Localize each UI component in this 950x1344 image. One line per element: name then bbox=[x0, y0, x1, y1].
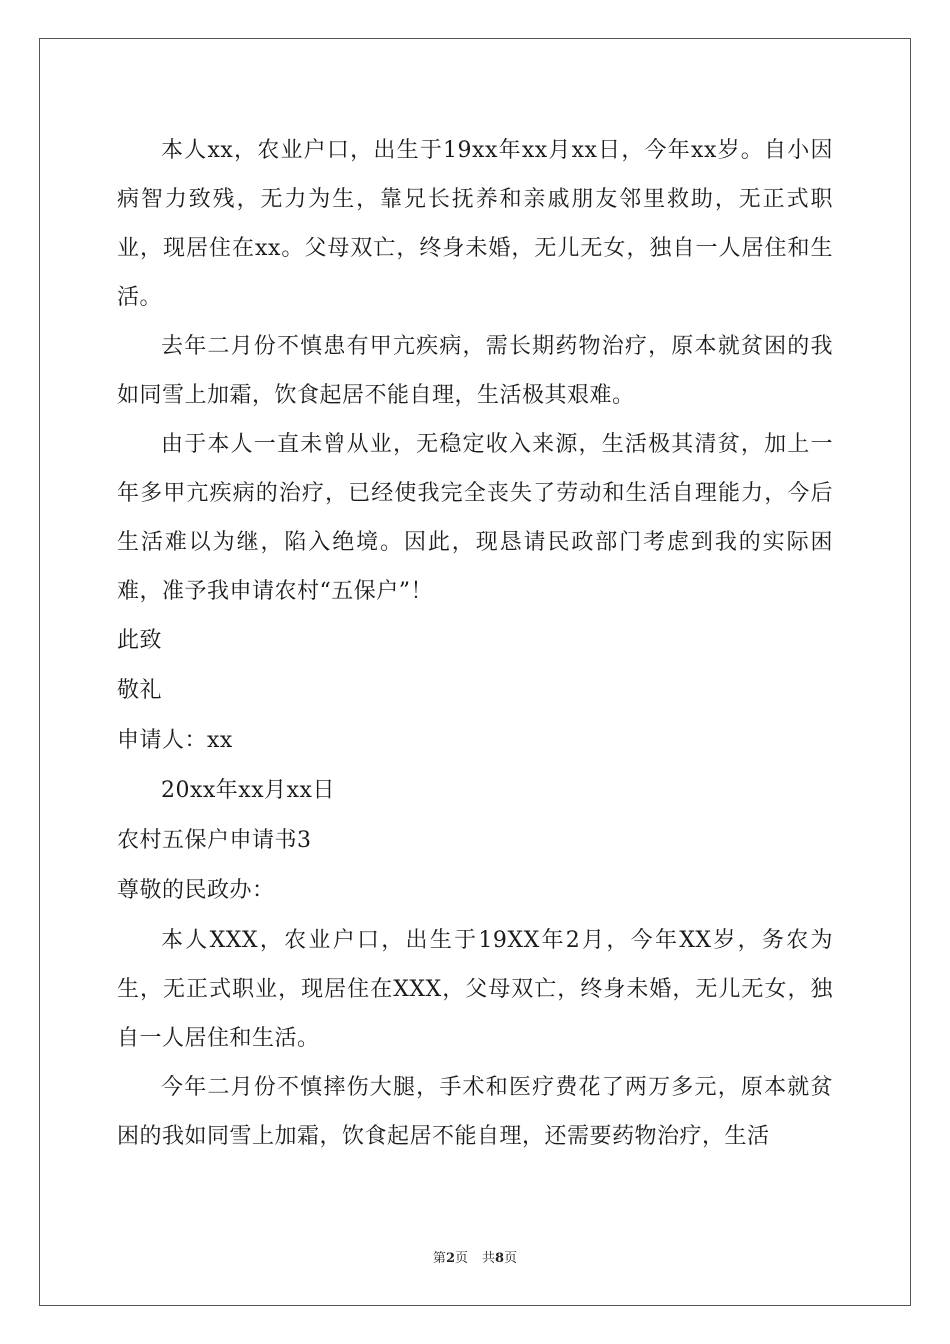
paragraph-4: 本人XXX，农业户口，出生于19XX年2月，今年XX岁，务农为生，无正式职业，现居住在XXX，父母双亡，终身未婚，无儿无女，独自一人居住和生活。 bbox=[117, 928, 833, 1051]
paragraph-1: 本人xx，农业户口，出生于19xx年xx月xx日，今年xx岁。自小因病智力致残，无力为生，靠兄长抚养和亲戚朋友邻里救助，无正式职业，现居住在xx。父母双亡，终身未婚，无儿无女，独自一人居住和生活。 bbox=[117, 138, 833, 310]
page-current: 2 bbox=[445, 1251, 455, 1266]
total-pages: 8 bbox=[495, 1251, 505, 1266]
document-body bbox=[117, 126, 833, 1161]
page-suffix: 页 bbox=[454, 1251, 468, 1266]
applicant-line: 申请人：xx bbox=[117, 728, 233, 753]
closing-line-2: 敬礼 bbox=[117, 678, 163, 703]
paragraph-5: 今年二月份不慎摔伤大腿，手术和医疗费花了两万多元，原本就贫困的我如同雪上加霜，饮食起居不能自理，还需要药物治疗，生活 bbox=[117, 1075, 833, 1149]
page-prefix: 第 bbox=[432, 1251, 446, 1266]
section-title: 农村五保户申请书3 bbox=[117, 828, 312, 853]
salutation: 尊敬的民政办： bbox=[117, 878, 275, 903]
total-prefix: 共 bbox=[482, 1251, 496, 1266]
total-suffix: 页 bbox=[504, 1251, 518, 1266]
closing-line-1: 此致 bbox=[117, 628, 163, 653]
date-line: 20xx年xx月xx日 bbox=[161, 778, 335, 803]
paragraph-3: 由于本人一直未曾从业，无稳定收入来源，生活极其清贫，加上一年多甲亢疾病的治疗，已经使我完全丧失了劳动和生活自理能力，今后生活难以为继，陷入绝境。因此，现恳请民政部门考虑到我的实际困难，准予我申请农村“五保户”！ bbox=[117, 432, 833, 604]
page-footer bbox=[0, 1247, 950, 1266]
paragraph-2: 去年二月份不慎患有甲亢疾病，需长期药物治疗，原本就贫困的我如同雪上加霜，饮食起居不能自理，生活极其艰难。 bbox=[117, 334, 833, 408]
